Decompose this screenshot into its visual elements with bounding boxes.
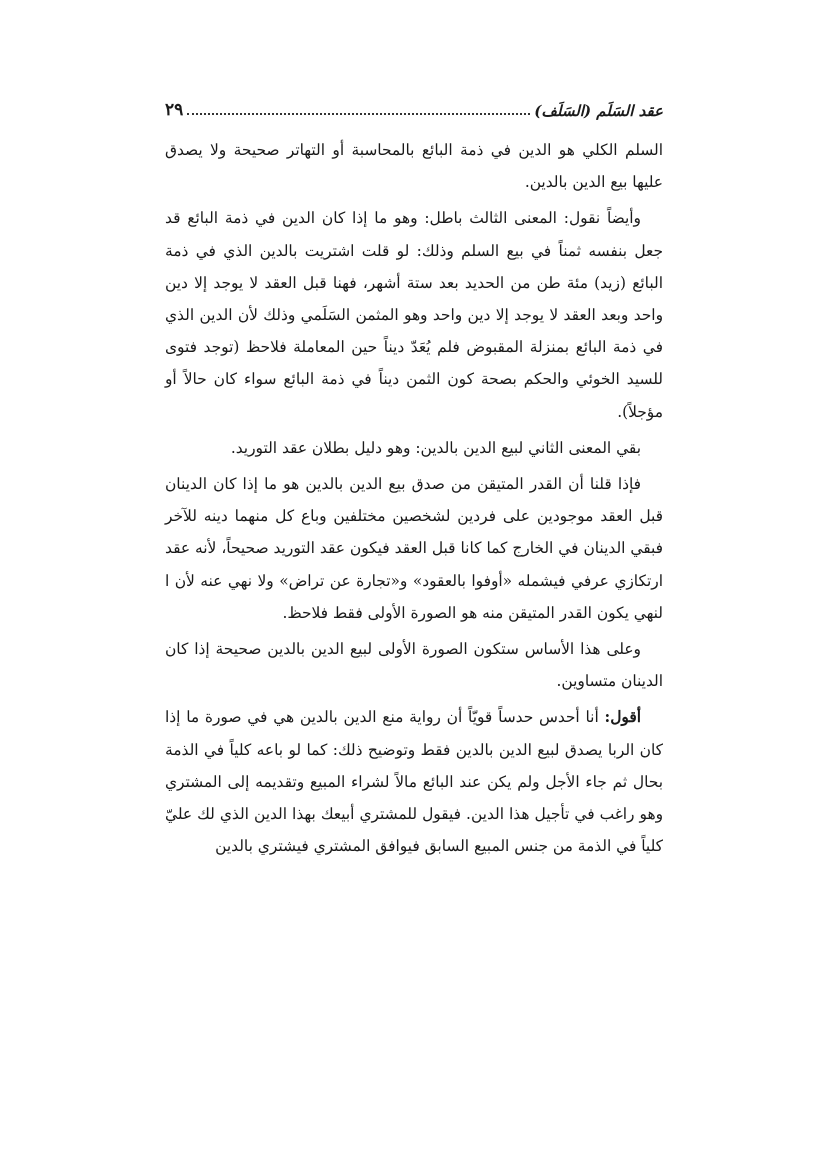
paragraph-text: بقي المعنى الثاني لبيع الدين بالدين: وهو دليل بطلان عقد التوريد. [230,438,641,457]
paragraph-text: السلم الكلي هو الدين في ذمة البائع بالمحاسبة أو التهاتر صحيحة ولا يصدق عليها بيع الدين بالدين. [165,141,663,192]
paragraph-text: وعلى هذا الأساس ستكون الصورة الأولى لبيع الدين بالدين صحيحة إذا كان الدينان متساوين. [165,640,663,691]
page-number: ٢٩ [165,100,184,120]
paragraph-text: أنا أحدس حدساً قويّاً أن رواية منع الدين بالدين هي في صورة ما إذا كان الربا يصدق لبيع الدين بالدين فقط وتوضيح ذلك: كما لو باعه كلياً في الذمة بحال ثم جاء الأجل ولم يكن عند البائع مالاً لشراء المبيع وتقديمه إلى المشتري وهو راغب في تأجيل هذا الدين. فيقول للمشتري أبيعك بهذا الدين الذي لك عليّ كلياً في الذمة من جنس المبيع السابق فيوافق المشتري فيشتري بالدين [165,708,663,856]
running-header [165,92,663,120]
paragraph [165,633,663,697]
paragraph [165,701,663,862]
paragraph-text: فإذا قلنا أن القدر المتيقن من صدق بيع الدين بالدين هو ما إذا كان الدينان قبل العقد موجودين على فردين لشخصين مختلفين وباع كل منهما دينه للآخر فبقي الدينان في الخارج كما كانا قبل العقد فيكون عقد التوريد صحيحاً، لأنه عقد ارتكازي عرفي فيشمله «أوفوا بالعقود» و«تجارة عن تراض» ولا نهي عنه لأن ا لنهي يكون القدر المتيقن منه هو الصورة الأولى فقط فلاحظ. [165,475,663,622]
paragraph-text: وأيضاً نقول: المعنى الثالث باطل: وهو ما إذا كان الدين في ذمة البائع قد جعل بنفسه ثمناً في بيع السلم وذلك: لو قلت اشتريت بالدين الذي في ذمة البائع (زيد) مئة طن من الحديد بعد ستة أشهر، فهنا قبل العقد لا يوجد إلا دين واحد وبعد العقد لا يوجد إلا دين واحد وهو المثمن السَلَمي وذلك لأن الدين الذي في ذمة البائع بمنزلة المقبوض فلم يُعَدّ ديناً حين المعاملة فلاحظ (توجد فتوى للسيد الخوئي والحكم بصحة كون الثمن ديناً في ذمة البائع سواء كان حالاً أو مؤجلاً). [165,209,663,421]
paragraph [165,202,663,427]
header-dot-leader [187,113,530,115]
document-page [165,92,663,866]
paragraph [165,468,663,629]
paragraph-lead: أقول: [604,708,641,727]
header-title: عقد السَلَم (السَلَف) [534,102,663,120]
paragraph [165,134,663,198]
paragraph [165,432,663,464]
body-text [165,134,663,862]
